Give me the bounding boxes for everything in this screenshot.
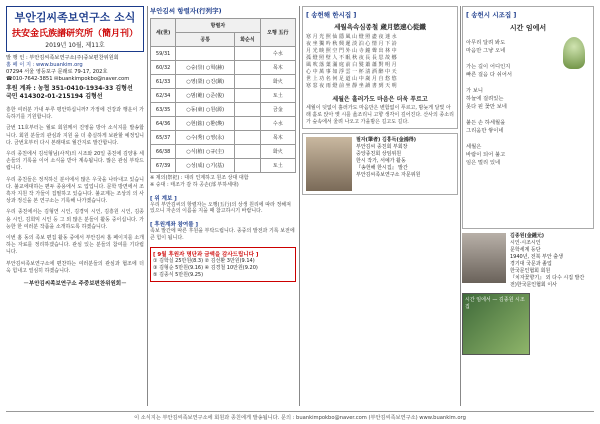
poem-line: 붙든 손 하세월을	[466, 120, 506, 126]
bio-line: 경기대 국문과 졸업	[510, 261, 552, 267]
poem-line: 가 보니	[466, 88, 484, 94]
poet-profile	[462, 233, 594, 289]
donor-row: ⑤ 김종식 5만원(9.25)	[153, 271, 204, 278]
plant-illustration	[563, 37, 585, 69]
poem-line: 아무리 달려 봐도	[466, 40, 506, 46]
translation-text: 세월이 덧없이 흘러가도 마음만은 변함없이 푸르고, 밤늦게 달빛 아래 홀로 앉아 옛 시를 읊조리니 고향 생각이 깊어진다. 산사의 종소리가 숲속에서 울려 나오고 가을밤은 길고도 길다.	[306, 105, 454, 125]
table-notes	[150, 175, 296, 189]
gen-cell: 66/38	[151, 145, 176, 159]
table-row	[151, 145, 296, 159]
element-cell: 목木	[260, 131, 295, 145]
bio-line: 중앙종친회 상임위원	[356, 151, 402, 158]
element-cell: 목木	[260, 61, 295, 75]
hwasun-cell	[235, 75, 260, 89]
paragraph: 이번 홈 동의 족보 편집 활동 중에서 부안김씨 홈 페이지를 소개하는 자료를 정리하겠습니다. 관심 있는 분들의 참여를 기다립니다.	[6, 235, 144, 256]
hanja-poem-column	[302, 6, 458, 406]
hanja-line: 夜 坐 獨 吟 秋 興 遲 淡 泊 心 情 月 下 詩	[306, 41, 397, 47]
masthead	[6, 6, 144, 52]
gen-cell: 64/36	[151, 117, 176, 131]
hanja-line: 寒 月 光 照 仙 隱 風 山 燈 照 盡 夜 迷 水	[306, 34, 397, 40]
poem-line	[466, 111, 546, 119]
common-cell: ○범(範) ○준(俊)	[176, 89, 235, 103]
paragraph: 우리 종친에서는 김형연 시인, 김경익 시인, 김흥원 시인, 김종용 시인, 김희익 시인 등 그 외 많은 분들이 활동 중이십니다. 가능한 한 여러분 작품을 소개하도록 하겠습니다.	[6, 209, 144, 230]
table-header: 세(世)	[151, 19, 176, 47]
account-line: 국민 414302-01-215194 김형선	[6, 93, 103, 100]
table-row	[151, 117, 296, 131]
table-row	[151, 75, 296, 89]
element-cell: 금金	[260, 103, 295, 117]
poem-line: 가는 길이 어디인지	[466, 64, 511, 70]
hanja-line: 寒 窓 夜 雨 燈 前 坐 靜 坐 讀 書 到 天 明	[306, 83, 397, 89]
hwasun-cell	[235, 159, 260, 173]
modern-poem-column	[462, 6, 594, 406]
gen-cell: 61/33	[151, 75, 176, 89]
hwasun-cell	[235, 61, 260, 75]
paragraph: 금번 11호부터는 월료 회원께서 진영을 방아 소식지를 발송합니다. 회원 분들의 관심과 지원 을 더 충실하게 보완할 예정입니다. 금번호부터 다시 본래대로 월간지로 발간합니다.	[6, 125, 144, 146]
hanja-line: 世 上 功 名 何 足 道 山 中 歲 月 自 悠 悠	[306, 76, 397, 82]
common-cell: ○식(植) ○규(圭)	[176, 145, 235, 159]
table-row	[151, 89, 296, 103]
hanja-line: 月 光 映 照 空 門 外 山 寺 鐘 聲 出 林 中	[306, 48, 397, 54]
notice-title: [ 위 계보 ]	[150, 195, 177, 202]
bio-line: 전)한국문인협회 이사	[510, 282, 558, 288]
hwasun-cell	[235, 117, 260, 131]
poem-line: 바람이 되어 불고	[466, 152, 506, 158]
poet-name: 김종원(金鍾元)	[510, 233, 545, 239]
newsletter-title: 부안김씨족보연구소 소식	[14, 11, 136, 24]
element-cell: 토土	[260, 159, 295, 173]
table-header: 오행 五行	[260, 19, 295, 47]
contact-line: 07294 서울 영등포구 문래로 79-17, 202호	[6, 69, 108, 75]
element-cell: 수水	[260, 47, 295, 61]
poem-line: 빠른 걸음 다 쉬어서	[466, 72, 512, 78]
column-divider	[460, 6, 461, 406]
poem-line	[466, 135, 546, 143]
common-cell: ○동(東) ○원(源)	[176, 103, 235, 117]
element-cell: 화火	[260, 145, 295, 159]
author-bio	[356, 137, 420, 191]
hanja-line: 孤 燈 照 壁 人 不 眠 秋 夜 長 長 思 故 鄕	[306, 55, 397, 61]
gen-cell: 65/37	[151, 131, 176, 145]
table-row	[151, 61, 296, 75]
contact-line: ☎010-7642-3851 ✉buankimpokbo@naver.com	[6, 76, 130, 82]
hanja-line: 心 中 萬 事 如 浮 雲 一 杯 淸 酒 醉 中 天	[306, 69, 397, 75]
author-caption: 필자(筆者) 김홍득(金鴻得)	[356, 137, 417, 144]
translation-title: 세월은 흘러가도 마음은 더욱 푸르고	[332, 96, 428, 103]
note-line: ※ 숭대 : 태조가 감 하 공손(部 부하세대)	[150, 181, 239, 188]
paragraph: 우리 종친들은 정직하신 분이에서 많은 우국을 나타내고 있습니다. 불교에대하는 편두 종용에서 도 업업니다. 문학 방면에서 조흑자 지원 작 가들이 집필하고 있습니다. 불교계는 조상의 의 사 상과 정신을 본 연구소는 기록해 나가겠습니다.	[6, 176, 144, 205]
poem-line: 못다 핀 꽃만 보네	[466, 104, 507, 110]
hwasun-cell	[235, 145, 260, 159]
common-cell	[176, 47, 235, 61]
common-cell: ○현(鉉) ○환(煥)	[176, 117, 235, 131]
hwasun-cell	[235, 103, 260, 117]
element-cell: 수水	[260, 117, 295, 131]
book-cover-image: 시간 임에서 — 김종원 시조집	[462, 293, 530, 355]
support-title: [ 후원계좌 참여를 ]	[150, 222, 198, 229]
poem-line: 임은 멀리 있네	[466, 160, 501, 166]
bio-line: 문학세계 등단	[510, 247, 541, 253]
column-divider	[299, 6, 300, 406]
donor-list	[150, 247, 296, 282]
hwasun-cell	[235, 131, 260, 145]
poem-line: 그리움만 쌓이네	[466, 128, 504, 134]
hanja-line: 風 吹 落 葉 滿 庭 前 白 髮 蕭 蕭 對 明 月	[306, 62, 397, 68]
homepage-link[interactable]: 홈 페 이 지 : www.buankim.org	[6, 62, 83, 68]
donor-row: ① 김학실 25만원(8.3) ② 김선환 3만원(9.14)	[153, 257, 255, 264]
gen-cell: 60/32	[151, 61, 176, 75]
bio-line: 한국문인협회 회원	[510, 268, 551, 274]
table-row	[151, 159, 296, 173]
table-row	[151, 103, 296, 117]
support-text: 족보 발간에 따른 후원을 부탁드립니다. 종중의 발전과 기록 보전에 큰 힘이 됩니다.	[150, 228, 295, 241]
hanja-poem-box	[302, 6, 458, 129]
gen-cell: 63/35	[151, 103, 176, 117]
bio-line: 한시 작가, 서예가 활동	[356, 158, 406, 165]
bio-line: 『송헌해 한시집』 발간	[356, 165, 408, 172]
poem-title: 시간 임에서	[509, 24, 547, 32]
poem-lines	[466, 39, 546, 167]
poem-line	[466, 55, 546, 63]
poem-line: 마음만 그냥 오네	[466, 48, 506, 54]
element-cell: 화火	[260, 75, 295, 89]
donor-list-title: [ 9월 후원자 명단과 금액을 감사드립니다 ]	[153, 251, 259, 258]
table-subheader: 화순식	[235, 33, 260, 47]
bio-line: 부안김씨족보연구소 자문위원	[356, 172, 421, 179]
paragraph: 부안김씨족보연구소에 편찬하는 여러분들의 관심과 협조에 더욱 힘내고 열심히 하겠습니다.	[6, 260, 144, 274]
account-line: 후원 계좌 : 농협 351-0410-1934-33 김형선	[6, 85, 133, 92]
poem-line: 세월은	[466, 144, 482, 150]
section-title: [ 송헌시 시조집 ]	[466, 11, 517, 19]
table-header: 항렬자	[176, 19, 260, 33]
author-profile	[302, 133, 458, 195]
bio-line: 부안김씨 종친회 부회장	[356, 144, 408, 151]
common-cell: ○숭(崇) ○혁(赫)	[176, 61, 235, 75]
bio-line: 『치자꽃향기』 외 다수 시집 발간	[510, 275, 585, 281]
hanja-lines	[306, 34, 454, 90]
signature: －부안김씨족보연구소 주중보편찬위원회－	[23, 281, 127, 288]
section-title: [ 송헌해 한시집 ]	[306, 11, 357, 19]
poem-line: 하늘에 걸려있는	[466, 96, 504, 102]
table-row	[151, 47, 296, 61]
generation-table	[150, 18, 296, 173]
donor-row: ③ 김형순 5만원(9.16) ④ 김경철 10만원(9.20)	[153, 264, 258, 271]
common-cell: ○수(秀) ○영(永)	[176, 131, 235, 145]
table-subheader: 공통	[176, 33, 235, 47]
section-title: 부안김씨 항렬자(行列字)	[150, 7, 222, 15]
contact-info	[6, 55, 144, 83]
gen-cell: 62/34	[151, 89, 176, 103]
column-divider	[147, 6, 148, 406]
hwasun-cell	[235, 47, 260, 61]
intro-column	[6, 6, 144, 406]
paragraph: 우리 종친에서 김석형님(사직)의 시조와 20일 종친에 김양용 세 손들의 기록을 이어 소식을 받아 계속됩니다. 많은 관심 부탁드립니다.	[6, 151, 144, 172]
gen-cell: 59/31	[151, 47, 176, 61]
hwasun-cell	[235, 89, 260, 103]
footer-note: 이 소식지는 부안김씨족보연구소에 회원과 종친에게 발송됩니다. 문의 : buankimpokbo@naver.com (부안김씨족보연구소) www.buankim.org	[6, 411, 594, 421]
note-line: ※ 제의(祭祀) : 대리 인계하고 원조 상대 대함	[150, 175, 249, 181]
issue-date: 2019년 10월, 제11호	[45, 42, 105, 49]
contact-line: 발 행 인 : 부안김씨족보연구소(주)중보편찬위원회	[6, 55, 119, 61]
bio-line: 시인·시조시인	[510, 240, 541, 246]
common-cell: ○성(成) ○기(基)	[176, 159, 235, 173]
element-cell: 토土	[260, 89, 295, 103]
gen-cell: 67/39	[151, 159, 176, 173]
poet-bio	[510, 233, 584, 289]
poem-line	[466, 79, 546, 87]
bio-line: 1940년, 전북 부안 출생	[510, 254, 563, 260]
common-cell: ○영(榮) ○진(鎭)	[176, 75, 235, 89]
newsletter-subtitle: 扶安金氏族譜研究所（簡月刊）	[11, 29, 138, 39]
poet-photo	[462, 233, 506, 283]
paragraph: 흥한 여러분 가내 두루 평안하십니까? 가정에 건강과 행운이 가득하기를 기원합니다.	[6, 107, 144, 121]
donation-account	[6, 85, 144, 101]
author-photo	[306, 137, 352, 191]
table-row	[151, 131, 296, 145]
greeting-text	[6, 107, 144, 275]
modern-poem-box	[462, 6, 594, 229]
notice-text: 우리 부안김씨의 항렬자는 오행(五行)의 상생 원리에 따라 정해져 있으니 자손의 이름을 지을 때 참고하시기 바랍니다.	[150, 201, 291, 215]
poem-title: 세월욕속심종철 歲月慾速心從鐵	[334, 23, 426, 31]
genealogy-column	[150, 6, 296, 406]
